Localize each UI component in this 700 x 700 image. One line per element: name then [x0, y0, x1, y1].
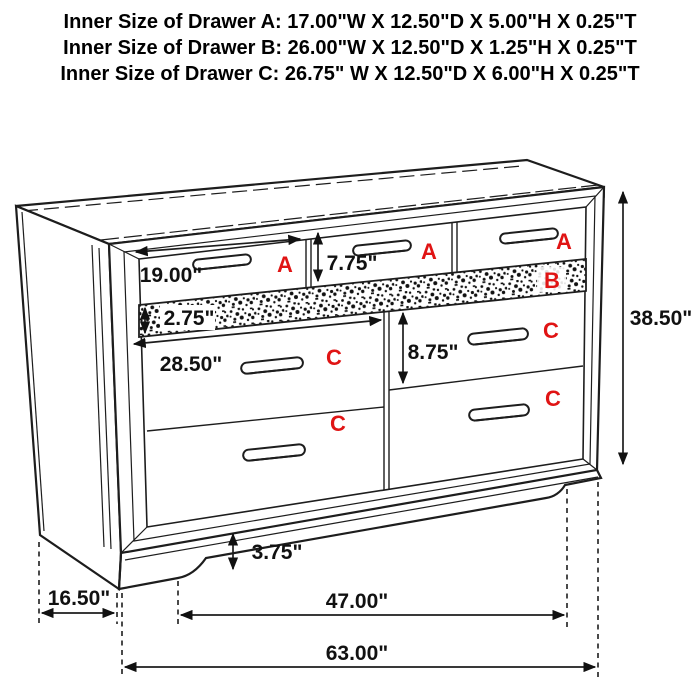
spec-line-drawer-c: Inner Size of Drawer C: 26.75" W X 12.50"D X 6.00"H X 0.25"T — [60, 63, 640, 85]
dim-drawer-c-height: 8.75" — [407, 341, 459, 364]
spec-line-drawer-b: Inner Size of Drawer B: 26.00"W X 12.50"D X 1.25"H X 0.25"T — [63, 37, 637, 59]
drawer-a-right-label: A — [556, 229, 572, 254]
drawer-a-left-label: A — [277, 252, 293, 277]
dim-leg-span-width: 47.00" — [325, 590, 389, 613]
dim-base-height: 3.75" — [251, 541, 303, 564]
dim-overall-height: 38.50" — [629, 307, 693, 330]
drawer-c-top-left-label: C — [326, 345, 342, 370]
dresser-cabinet — [16, 160, 604, 589]
drawer-a-middle-label: A — [421, 239, 437, 264]
dim-drawer-a-width: 19.00" — [139, 264, 203, 287]
drawer-b-label: B — [544, 268, 560, 293]
drawer-c-bottom-left-label: C — [330, 411, 346, 436]
dim-drawer-c-width: 28.50" — [159, 353, 223, 376]
dresser-left-side — [16, 206, 121, 589]
dim-overall-width: 63.00" — [325, 642, 389, 665]
spec-line-drawer-a: Inner Size of Drawer A: 17.00"W X 12.50"D X 5.00"H X 0.25"T — [63, 11, 637, 33]
drawer-c-top-right-label: C — [543, 318, 559, 343]
dim-band-height: 2.75" — [163, 307, 215, 330]
dim-row-a-height: 7.75" — [326, 252, 378, 275]
dim-depth: 16.50" — [47, 587, 111, 610]
drawer-c-bottom-right-label: C — [545, 386, 561, 411]
